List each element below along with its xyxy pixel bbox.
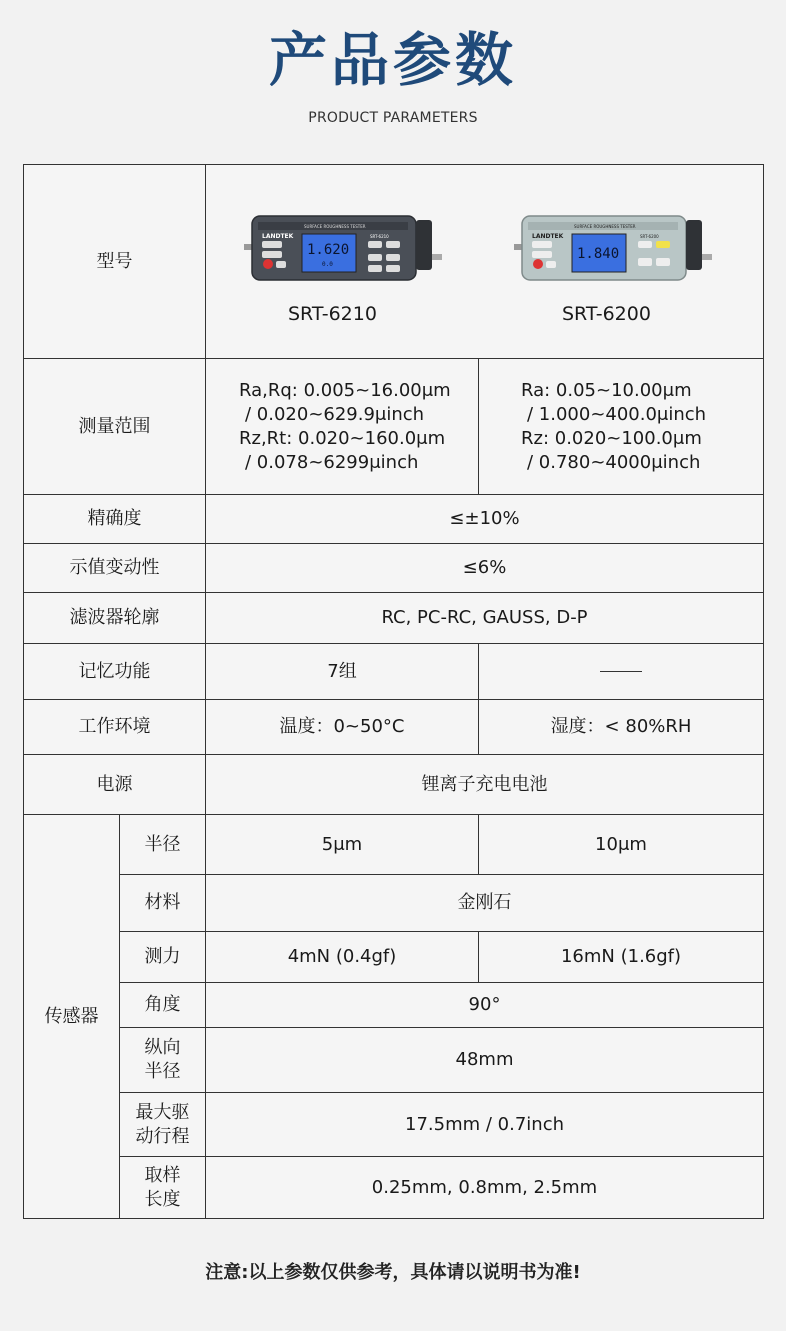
power-value: 锂离子充电电池 xyxy=(206,755,764,815)
model-label: 型号 xyxy=(24,165,206,359)
environment-value-a: 温度：0~50°C xyxy=(206,700,479,755)
repeatability-row xyxy=(24,544,764,593)
sensor-label: 传感器 xyxy=(24,815,120,1219)
accuracy-label: 精确度 xyxy=(24,495,206,544)
sensor-force-row xyxy=(24,932,764,983)
repeatability-label: 示值变动性 xyxy=(24,544,206,593)
dash-placeholder xyxy=(600,671,642,672)
memory-row xyxy=(24,644,764,700)
label-line: 动行程 xyxy=(135,1125,190,1147)
sensor-force-value-a: 4mN (0.4gf) xyxy=(206,932,479,983)
memory-value-a: 7组 xyxy=(206,644,479,700)
model-row xyxy=(24,165,764,359)
power-label: 电源 xyxy=(24,755,206,815)
range-b-line: / 0.780~4000μinch xyxy=(527,451,701,473)
sensor-force-label: 测力 xyxy=(120,932,206,983)
svg-text:1.620: 1.620 xyxy=(307,241,350,258)
sensor-radius-label: 半径 xyxy=(120,815,206,875)
sensor-sampling-label xyxy=(120,1157,206,1219)
page-title: 产品参数 xyxy=(268,26,517,94)
svg-text:SRT-6210: SRT-6210 xyxy=(370,233,389,239)
label-line: 半径 xyxy=(144,1061,181,1082)
footer-note: 注意:以上参数仅供参考，具体请以说明书为准! xyxy=(205,1262,581,1283)
label-line: 取样 xyxy=(144,1164,181,1186)
filter-row xyxy=(24,593,764,644)
sensor-sampling-value: 0.25mm, 0.8mm, 2.5mm xyxy=(206,1157,764,1219)
range-label: 测量范围 xyxy=(24,359,206,495)
sensor-sampling-row xyxy=(24,1157,764,1219)
environment-label: 工作环境 xyxy=(24,700,206,755)
sensor-long-radius-label xyxy=(120,1028,206,1093)
page-subtitle: PRODUCT PARAMETERS xyxy=(308,110,478,126)
memory-label: 记忆功能 xyxy=(24,644,206,700)
srt-6210-device-image xyxy=(242,212,442,284)
label-line: 纵向 xyxy=(144,1037,181,1058)
range-a-line: / 0.020~629.9μinch xyxy=(245,403,425,425)
svg-text:SURFACE ROUGHNESS TESTER: SURFACE ROUGHNESS TESTER xyxy=(574,223,636,229)
label-line: 长度 xyxy=(144,1188,181,1210)
range-a-line: Rz,Rt: 0.020~160.0μm xyxy=(239,427,446,449)
filter-label: 滤波器轮廓 xyxy=(24,593,206,644)
range-row xyxy=(24,359,764,495)
label-line: 最大驱 xyxy=(135,1101,190,1123)
range-value-a xyxy=(206,359,479,495)
svg-text:SURFACE ROUGHNESS TESTER: SURFACE ROUGHNESS TESTER xyxy=(304,223,366,229)
sensor-max-drive-row xyxy=(24,1093,764,1157)
power-row xyxy=(24,755,764,815)
sensor-radius-row xyxy=(24,815,764,875)
sensor-long-radius-row xyxy=(24,1028,764,1093)
sensor-radius-value-a: 5μm xyxy=(206,815,479,875)
svg-text:LANDTEK: LANDTEK xyxy=(532,232,564,240)
sensor-angle-row xyxy=(24,983,764,1028)
model-name-srt-6210: SRT-6210 xyxy=(288,302,377,325)
sensor-max-drive-value: 17.5mm / 0.7inch xyxy=(206,1093,764,1157)
accuracy-row xyxy=(24,495,764,544)
model-images-cell xyxy=(206,165,764,359)
svg-text:1.840: 1.840 xyxy=(577,245,620,262)
srt-6200-device-image xyxy=(512,212,712,284)
range-b-line: Ra: 0.05~10.00μm xyxy=(521,379,692,401)
range-b-line: / 1.000~400.0μinch xyxy=(527,403,707,425)
svg-text:0.0: 0.0 xyxy=(322,260,333,268)
svg-text:SRT-6200: SRT-6200 xyxy=(640,233,659,239)
sensor-max-drive-label xyxy=(120,1093,206,1157)
filter-value: RC, PC-RC, GAUSS, D-P xyxy=(206,593,764,644)
memory-value-b xyxy=(479,644,764,700)
repeatability-value: ≤6% xyxy=(206,544,764,593)
environment-value-b: 湿度：< 80%RH xyxy=(479,700,764,755)
sensor-long-radius-value: 48mm xyxy=(206,1028,764,1093)
sensor-radius-value-b: 10μm xyxy=(479,815,764,875)
svg-text:LANDTEK: LANDTEK xyxy=(262,232,294,240)
range-value-b xyxy=(479,359,764,495)
environment-row xyxy=(24,700,764,755)
sensor-force-value-b: 16mN (1.6gf) xyxy=(479,932,764,983)
model-name-srt-6200: SRT-6200 xyxy=(562,302,651,325)
range-b-line: Rz: 0.020~100.0μm xyxy=(521,427,702,449)
sensor-material-label: 材料 xyxy=(120,875,206,932)
range-a-line: / 0.078~6299μinch xyxy=(245,451,419,473)
sensor-material-value: 金刚石 xyxy=(206,875,764,932)
sensor-angle-label: 角度 xyxy=(120,983,206,1028)
range-a-line: Ra,Rq: 0.005~16.00μm xyxy=(239,379,451,401)
accuracy-value: ≤±10% xyxy=(206,495,764,544)
sensor-material-row xyxy=(24,875,764,932)
sensor-angle-value: 90° xyxy=(206,983,764,1028)
parameter-table xyxy=(23,164,764,1219)
